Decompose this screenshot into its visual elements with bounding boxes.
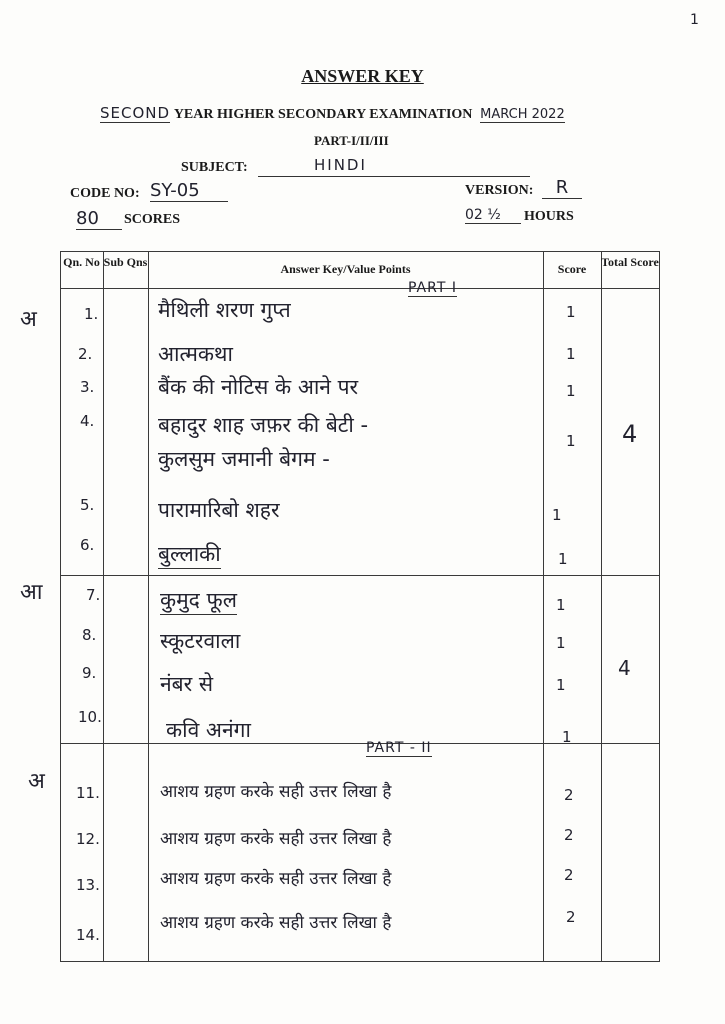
score-value: 1 (566, 382, 576, 400)
page-title: ANSWER KEY (301, 66, 424, 86)
score-value: 1 (556, 676, 566, 694)
section-mark-aa: आ (20, 580, 43, 605)
scores-value: 80 (76, 208, 122, 230)
score-value: 2 (564, 866, 574, 884)
header-score: Score (557, 262, 587, 276)
version-label: VERSION: (465, 183, 534, 198)
score-value: 2 (564, 826, 574, 844)
answer-text: आशय ग्रहण करके सही उत्तर लिखा है (160, 913, 392, 933)
qn-number: 9. (82, 664, 97, 682)
answer-text: बुल्लाकी (158, 540, 221, 569)
answer-text: पारामारिबो शहर (158, 498, 280, 522)
qn-number: 14. (76, 926, 100, 944)
page-number: 1 (690, 12, 699, 28)
answer-text: कवि अनंगा (166, 718, 251, 742)
qn-number: 3. (80, 378, 95, 396)
part-label: PART-I/II/III (314, 133, 389, 148)
qn-number: 8. (82, 626, 97, 644)
qn-number: 11. (76, 784, 100, 802)
header-answer: Answer Key/Value Points (280, 262, 411, 276)
score-value: 1 (566, 303, 576, 321)
subject-field (258, 156, 530, 177)
score-value: 1 (556, 596, 566, 614)
answer-text: मैथिली शरण गुप्त (158, 298, 291, 322)
score-value: 1 (558, 550, 568, 568)
section-mark-a: अ (20, 307, 37, 332)
header-sub: Sub Qns (103, 255, 148, 269)
total-score-section-2: 4 (618, 656, 631, 680)
part-one-mark: PART I (408, 280, 457, 296)
answer-text: बैंक की नोटिस के आने पर (158, 375, 359, 399)
answer-text: आशय ग्रहण करके सही उत्तर लिखा है (160, 782, 392, 802)
answer-text: आशय ग्रहण करके सही उत्तर लिखा है (160, 869, 392, 889)
subject-label: SUBJECT: (181, 160, 248, 175)
qn-number: 1. (84, 305, 99, 323)
scores-label: SCORES (124, 212, 181, 227)
qn-number: 5. (80, 496, 95, 514)
exam-month: MARCH 2022 (480, 107, 565, 122)
score-value: 2 (566, 908, 576, 926)
code-value: SY-05 (150, 180, 228, 202)
qn-number: 4. (80, 412, 95, 430)
exam-name: YEAR HIGHER SECONDARY EXAMINATION (173, 107, 473, 122)
exam-year: SECOND (100, 104, 171, 122)
answer-text: आत्मकथा (158, 342, 233, 366)
qn-number: 10. (78, 708, 102, 726)
score-value: 1 (566, 345, 576, 363)
score-value: 1 (566, 432, 576, 450)
qn-number: 12. (76, 830, 100, 848)
version-value: R (542, 177, 582, 199)
score-value: 2 (564, 786, 574, 804)
total-score-section-1: 4 (622, 420, 638, 448)
qn-number: 2. (78, 345, 93, 363)
header-qn: Qn. No (63, 255, 100, 269)
header-total: Total Score (601, 255, 659, 269)
answer-text: बहादुर शाह जफ़र की बेटी - (158, 413, 369, 437)
answer-text: नंबर से (160, 672, 214, 696)
qn-number: 13. (76, 876, 100, 894)
section-mark-a2: अ (28, 769, 45, 794)
score-value: 1 (552, 506, 562, 524)
part-two-mark: PART - II (366, 740, 432, 756)
qn-number: 6. (80, 536, 95, 554)
answer-text: आशय ग्रहण करके सही उत्तर लिखा है (160, 829, 392, 849)
hours-label: HOURS (524, 209, 574, 224)
exam-line (100, 104, 565, 123)
code-label: CODE NO: (70, 186, 140, 201)
qn-number: 7. (86, 586, 101, 604)
score-value: 1 (556, 634, 566, 652)
subject-value: HINDI (314, 156, 367, 174)
answer-text: कुमुद फूल (160, 586, 237, 615)
hours-value: 02 ½ (465, 207, 521, 224)
answer-text-continued: कुलसुम जमानी बेगम - (158, 447, 330, 471)
answer-text: स्कूटरवाला (160, 629, 241, 653)
score-value: 1 (562, 728, 572, 746)
